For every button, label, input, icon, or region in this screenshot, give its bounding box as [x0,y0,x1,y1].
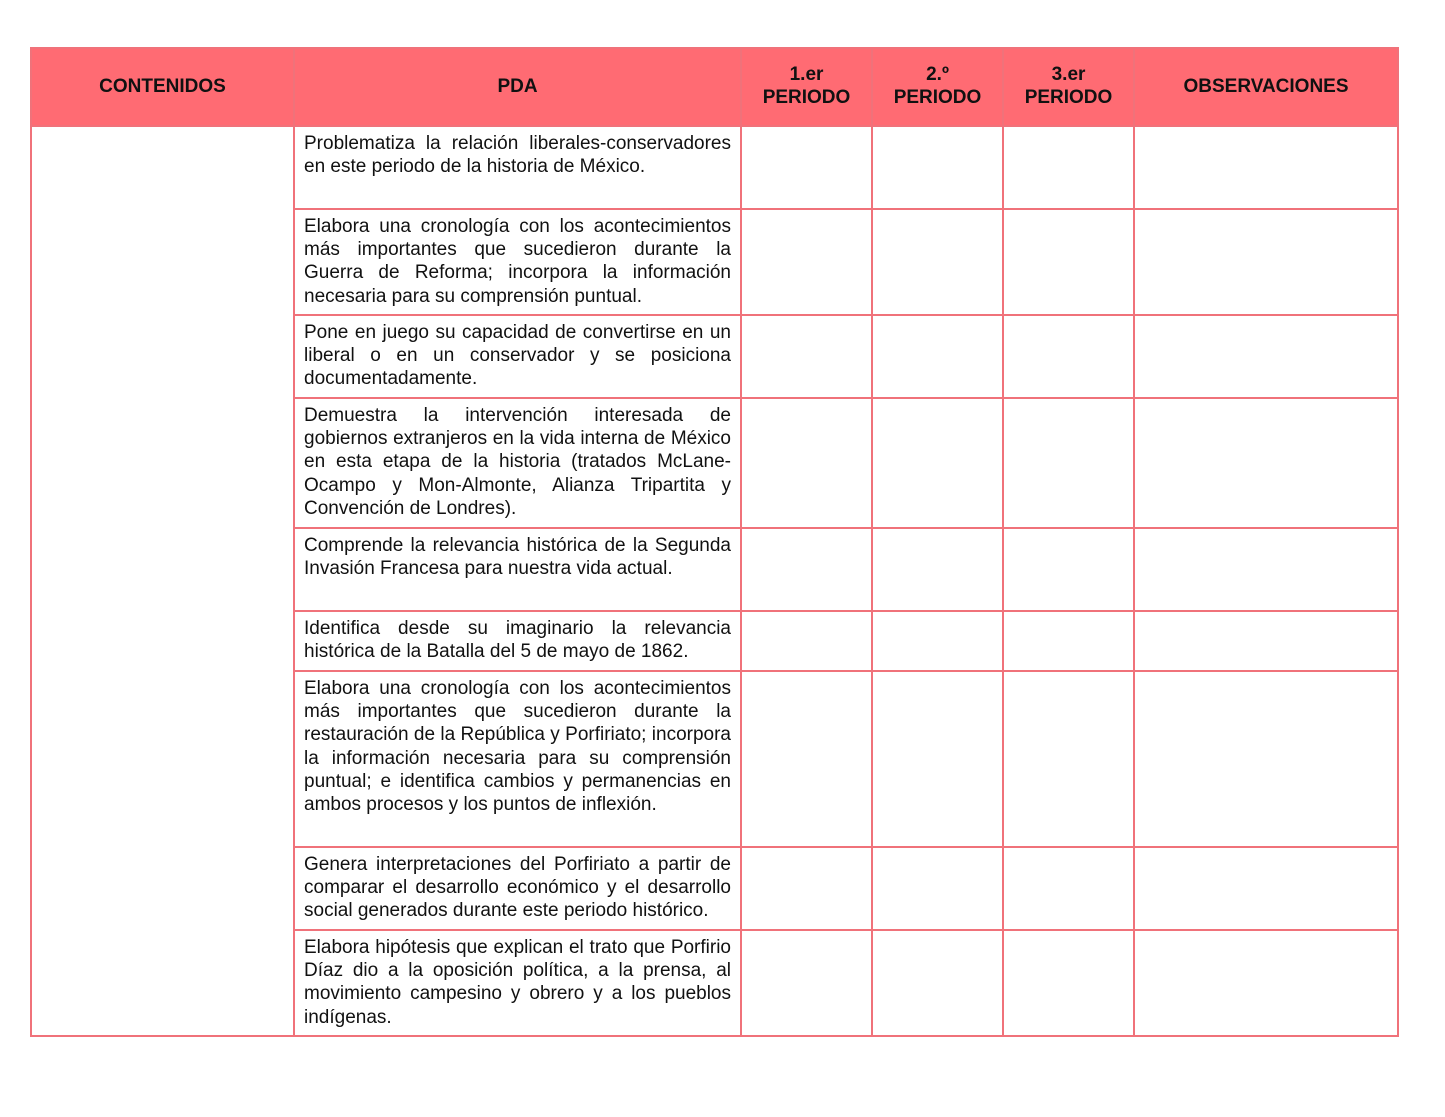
period-3-cell [1003,847,1134,930]
header-period-1-num: 1.er [789,64,824,85]
contenidos-cell [31,126,294,1036]
evaluation-table [30,47,1399,1037]
period-2-cell [872,847,1003,930]
period-1-cell [741,528,872,611]
period-2-cell [872,209,1003,315]
period-1-cell [741,847,872,930]
pda-cell: Elabora hipótesis que explican el trato que Porfirio Díaz dio a la oposición política, a la prensa, al movimiento campesino y obrero y a los pueblos indígenas. [294,930,741,1036]
period-1-cell [741,398,872,528]
pda-cell: Elabora una cronología con los acontecimientos más importantes que sucedieron durante la restauración de la República y Porfiriato; incorpora la información necesaria para su comprensión puntual; e identifica cambios y permanencias en ambos procesos y los puntos de inflexión. [294,671,741,847]
period-3-cell [1003,209,1134,315]
period-2-cell [872,398,1003,528]
pda-cell: Identifica desde su imaginario la relevancia histórica de la Batalla del 5 de mayo de 1862. [294,611,741,671]
period-1-cell [741,315,872,398]
header-period-1-word: PERIODO [762,87,851,108]
header-period-2-num: 2.º [926,64,949,85]
period-2-cell [872,126,1003,209]
period-2-cell [872,671,1003,847]
period-3-cell [1003,930,1134,1036]
observaciones-cell [1134,398,1398,528]
period-3-cell [1003,611,1134,671]
period-1-cell [741,126,872,209]
table-row [31,126,1398,209]
pda-cell: Comprende la relevancia histórica de la Segunda Invasión Francesa para nuestra vida actual. [294,528,741,611]
pda-cell: Pone en juego su capacidad de convertirse en un liberal o en un conservador y se posiciona documentadamente. [294,315,741,398]
period-1-cell [741,611,872,671]
observaciones-cell [1134,209,1398,315]
period-3-cell [1003,126,1134,209]
period-3-cell [1003,315,1134,398]
header-contenidos: CONTENIDOS [31,48,294,126]
observaciones-cell [1134,315,1398,398]
observaciones-cell [1134,671,1398,847]
period-1-cell [741,930,872,1036]
period-2-cell [872,930,1003,1036]
period-3-cell [1003,528,1134,611]
period-3-cell [1003,398,1134,528]
pda-cell: Demuestra la intervención interesada de gobiernos extranjeros en la vida interna de México en esta etapa de la historia (tratados McLane-Ocampo y Mon-Almonte, Alianza Tripartita y Convención de Londres). [294,398,741,528]
period-2-cell [872,611,1003,671]
header-pda: PDA [294,48,741,126]
header-period-2-word: PERIODO [893,87,982,108]
header-period-3-word: PERIODO [1024,87,1113,108]
header-row [31,48,1398,126]
observaciones-cell [1134,611,1398,671]
header-period-3 [1003,48,1134,126]
header-period-3-num: 3.er [1051,64,1086,85]
period-1-cell [741,671,872,847]
period-3-cell [1003,671,1134,847]
header-period-1 [741,48,872,126]
pda-cell: Problematiza la relación liberales-conservadores en este periodo de la historia de México. [294,126,741,209]
pda-cell: Genera interpretaciones del Porfiriato a partir de comparar el desarrollo económico y el desarrollo social generados durante este periodo histórico. [294,847,741,930]
observaciones-cell [1134,930,1398,1036]
period-1-cell [741,209,872,315]
header-period-2 [872,48,1003,126]
observaciones-cell [1134,847,1398,930]
pda-cell: Elabora una cronología con los acontecimientos más importantes que sucedieron durante la Guerra de Reforma; incorpora la información necesaria para su comprensión puntual. [294,209,741,315]
observaciones-cell [1134,528,1398,611]
header-observaciones: OBSERVACIONES [1134,48,1398,126]
observaciones-cell [1134,126,1398,209]
period-2-cell [872,315,1003,398]
period-2-cell [872,528,1003,611]
